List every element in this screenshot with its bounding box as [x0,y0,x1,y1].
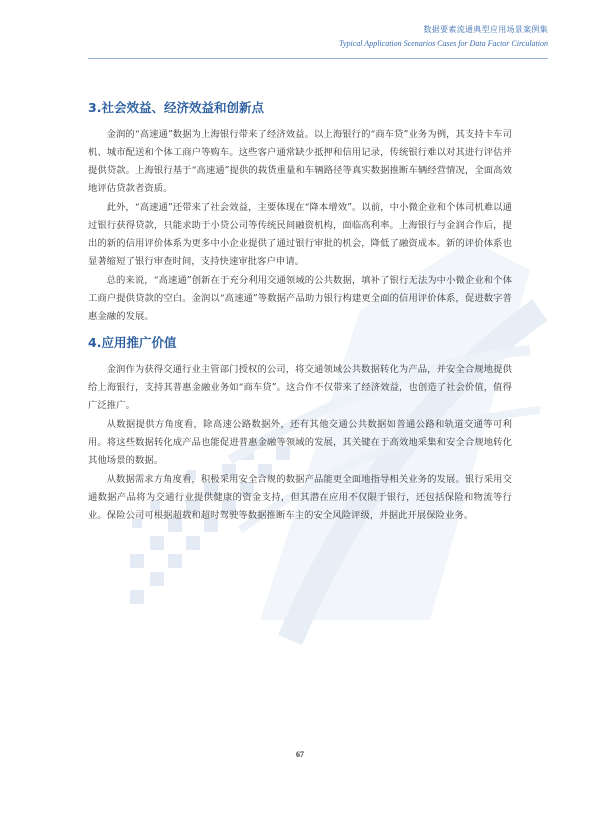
section3-paragraph: 总的来说，“高速通”创新在于充分利用交通领域的公共数据，填补了银行无法为中小微企业和个体工商户提供贷款的空白。金润以“高速通”等数据产品助力银行构建更全面的信用评价体系，促进数字普惠金融的发展。 [88,275,512,322]
header-title-en: Typical Application Scenarios Cases for Data Factor Circulation [339,39,548,48]
section-title-3: 3.社会效益、经济效益和创新点 [88,100,264,115]
section3-paragraph: 此外，“高速通”还带来了社会效益，主要体现在“降本增效”。以前，中小微企业和个体司机难以通过银行获得贷款，只能求助于小贷公司等传统民间融资机构，面临高利率。上海银行与金润合作后，提出的新的信用评价体系为更多中小企业提供了通过银行审批的机会，降低了融资成本。新的评价体系也显著缩短了银行审查时间，支持快速审批客户申请。 [88,202,512,267]
section-title-4: 4.应用推广价值 [88,335,177,350]
section4-paragraph: 从数据需求方角度看，积极采用安全合规的数据产品能更全面地指导相关业务的发展。银行采用交通数据产品将为交通行业提供健康的资金支持，但其潜在应用不仅限于银行，还包括保险和物流等行业。保险公司可根据超载和超时驾驶等数据推断车主的安全风险评级，并据此开展保险业务。 [88,474,512,521]
section4-paragraph: 从数据提供方角度看，除高速公路数据外，还有其他交通公共数据如普通公路和轨道交通等可利用。将这些数据转化成产品也能促进普惠金融等领域的发展，其关键在于高效地采集和安全合规地转化其他场景的数据。 [88,419,512,466]
page-number: 67 [296,750,304,759]
header-title-cn: 数据要素流通典型应用场景案例集 [423,25,548,34]
section4-paragraph: 金润作为获得交通行业主管部门授权的公司，将交通领域公共数据转化为产品，并安全合规地提供给上海银行，支持其普惠金融业务如“商车贷”。这合作不仅带来了经济效益，也创造了社会价值，值得广泛推广。 [88,364,512,411]
page-content [88,98,512,526]
section3-paragraph: 金润的“高速通”数据为上海银行带来了经济效益。以上海银行的“商车贷”业务为例，其支持卡车司机、城市配送和个体工商户等购车。这些客户通常缺少抵押和信用记录，传统银行难以对其进行评估并提供贷款。上海银行基于“高速通”提供的载货重量和车辆路径等真实数据推断车辆经营情况，全面高效地评估贷款者资质。 [88,129,512,194]
running-header [339,24,548,48]
header-divider [88,58,548,59]
